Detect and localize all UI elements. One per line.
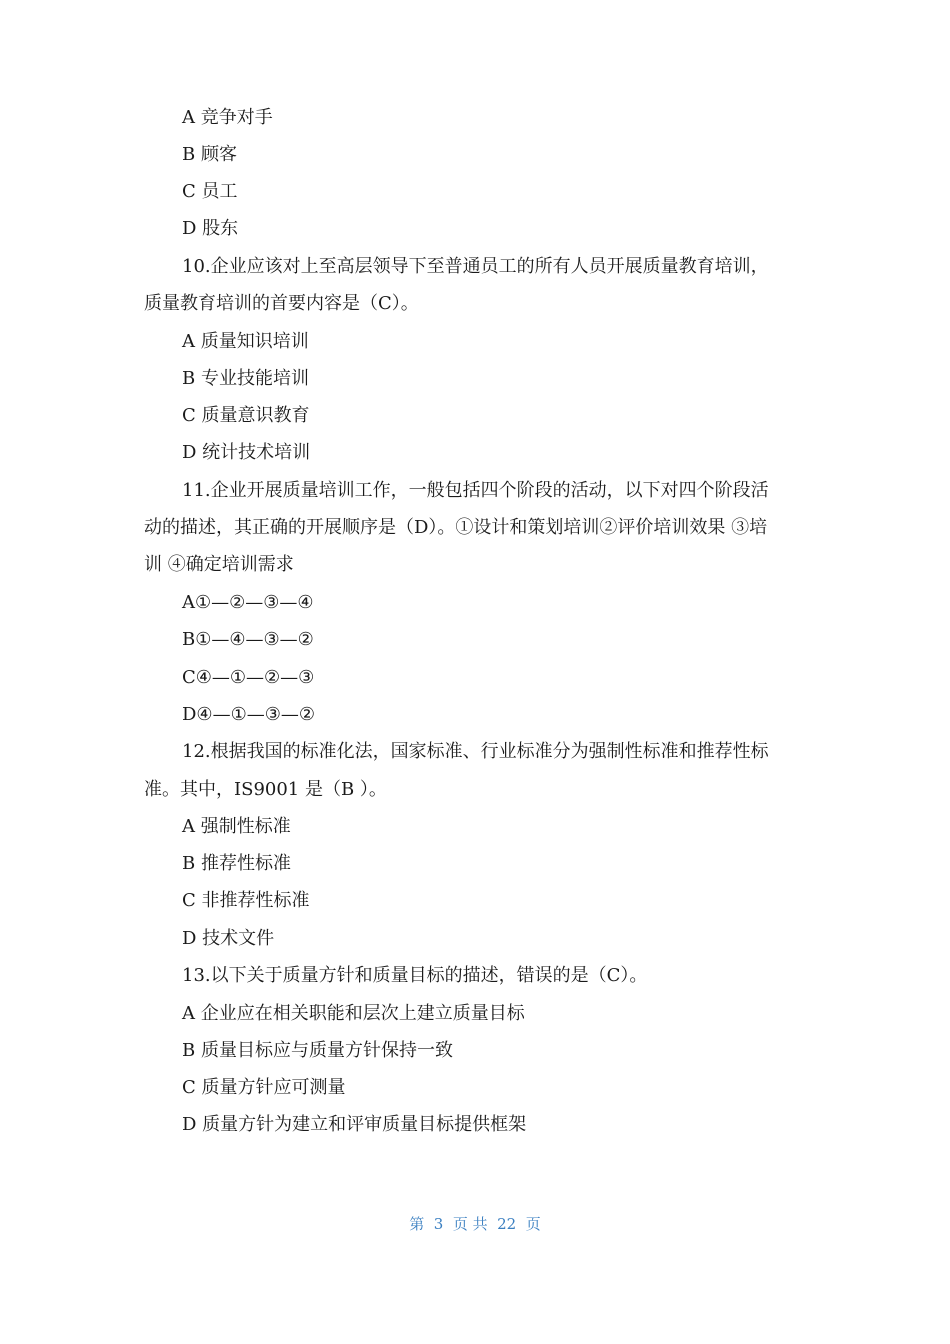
q11-question-line3: 训 ④确定培训需求 (144, 554, 294, 575)
q13-option-d: D 质量方针为建立和评审质量目标提供框架 (182, 1114, 527, 1135)
q9-option-b: B 顾客 (182, 144, 237, 165)
q12-option-d: D 技术文件 (182, 928, 275, 949)
q12-option-a: A 强制性标准 (182, 816, 291, 837)
q12-question-line2: 准。其中，IS9001 是（B ）。 (144, 779, 387, 800)
q10-question-line1: 10.企业应该对上至高层领导下至普通员工的所有人员开展质量教育培训， (182, 256, 769, 277)
q10-option-d: D 统计技术培训 (182, 442, 311, 463)
q9-option-d: D 股东 (182, 218, 239, 239)
q12-option-b: B 推荐性标准 (182, 853, 291, 874)
q10-option-a: A 质量知识培训 (182, 331, 309, 352)
q11-option-a: A①—②—③—④ (182, 592, 314, 613)
q10-question-line2: 质量教育培训的首要内容是（C）。 (144, 293, 419, 314)
q9-option-a: A 竞争对手 (182, 107, 273, 128)
page-number-footer: 第 3 页 共 22 页 (409, 1215, 541, 1233)
q13-option-c: C 质量方针应可测量 (182, 1077, 346, 1098)
q13-question-line1: 13.以下关于质量方针和质量目标的描述，错误的是（C）。 (182, 965, 648, 986)
q10-option-c: C 质量意识教育 (182, 405, 310, 426)
q11-question-line2: 动的描述，其正确的开展顺序是（D）。①设计和策划培训②评价培训效果 ③培 (144, 517, 768, 538)
q10-option-b: B 专业技能培训 (182, 368, 309, 389)
q11-option-c: C④—①—②—③ (182, 667, 315, 688)
q11-option-d: D④—①—③—② (182, 704, 315, 725)
q13-option-a: A 企业应在相关职能和层次上建立质量目标 (182, 1003, 525, 1024)
q13-option-b: B 质量目标应与质量方针保持一致 (182, 1040, 453, 1061)
q9-option-c: C 员工 (182, 181, 238, 202)
q12-question-line1: 12.根据我国的标准化法，国家标准、行业标准分为强制性标准和推荐性标 (182, 741, 769, 762)
q11-option-b: B①—④—③—② (182, 629, 314, 650)
q12-option-c: C 非推荐性标准 (182, 890, 310, 911)
q11-question-line1: 11.企业开展质量培训工作，一般包括四个阶段的活动，以下对四个阶段活 (182, 480, 769, 501)
